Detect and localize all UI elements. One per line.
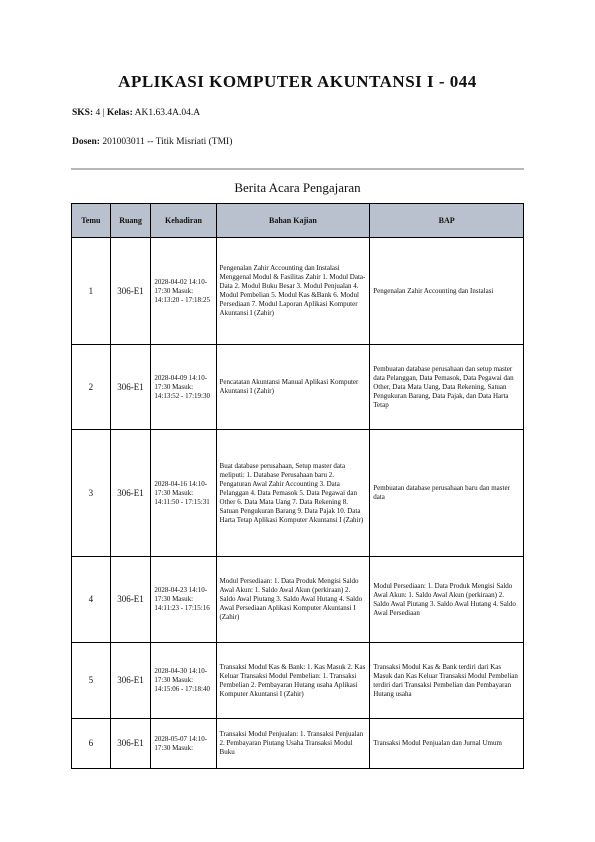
cell-kehadiran: 2028-04-09 14:10-17:30 Masuk: 14:13:52 - 17:19:30 [151, 345, 216, 430]
kelas-label: Kelas: [106, 108, 133, 118]
cell-temu: 3 [72, 430, 111, 557]
table-row [72, 430, 524, 557]
cell-kehadiran: 2028-04-16 14:10-17:30 Masuk: 14:11:50 - 17:15:31 [151, 430, 216, 557]
cell-bap: Pembuatan database perusahaan baru dan master data [370, 430, 524, 557]
cell-kehadiran: 2028-05-07 14:10-17:30 Masuk: [151, 719, 216, 769]
table-row [72, 643, 524, 719]
course-meta [72, 108, 200, 118]
cell-bap: Pengenalan Zahir Accounting dan Instalasi [370, 238, 524, 345]
cell-temu: 6 [72, 719, 111, 769]
table-header-row [72, 204, 524, 238]
kelas-value: AK1.63.4A.04.A [134, 108, 201, 118]
cell-ruang: 306-E1 [110, 238, 151, 345]
cell-kehadiran: 2028-04-02 14:10-17:30 Masuk: 14:13:20 - 17:18:25 [151, 238, 216, 345]
lecturer-meta [72, 137, 232, 147]
bap-table [71, 203, 524, 769]
cell-ruang: 306-E1 [110, 719, 151, 769]
divider [71, 168, 524, 170]
table-row [72, 719, 524, 769]
cell-ruang: 306-E1 [110, 345, 151, 430]
cell-bap: Pembuatan database perusahaan dan setup master data Pelanggan, Data Pemasok, Data Pegawai dan Other, Data Mata Uang, Data Rekening, Satuan Pengukuran Barang, Data Pajak, dan Data Harta Tetap [370, 345, 524, 430]
cell-bahan-kajian: Modul Persediaan: 1. Data Produk Mengisi Saldo Awal Akun: 1. Saldo Awal Akun (perkiraan) 2. Saldo Awal Piutang 3. Saldo Awal Hutang 4. Saldo Awal Persediaan Aplikasi Komputer Akuntansi I (Zahir) [216, 557, 370, 643]
cell-temu: 4 [72, 557, 111, 643]
course-title: APLIKASI KOMPUTER AKUNTANSI I - 044 [118, 72, 477, 91]
cell-bahan-kajian: Transaksi Modul Kas & Bank: 1. Kas Masuk 2. Kas Keluar Transaksi Modul Pembelian: 1. Transaksi Pembelian 2. Pembayaran Hutang usaha Aplikasi Komputer Akuntansi I (Zahir) [216, 643, 370, 719]
header-kehadiran: Kehadiran [151, 204, 216, 238]
table-row [72, 345, 524, 430]
cell-ruang: 306-E1 [110, 430, 151, 557]
table-row [72, 557, 524, 643]
cell-bap: Transaksi Modul Penjualan dan Jurnal Umum [370, 719, 524, 769]
header-temu: Temu [72, 204, 111, 238]
cell-ruang: 306-E1 [110, 643, 151, 719]
header-bap: BAP [370, 204, 524, 238]
cell-bap: Modul Persediaan: 1. Data Produk Mengisi Saldo Awal Akun: 1. Saldo Awal Akun (perkiraan) 2. Saldo Awal Piutang 3. Saldo Awal Hutang 4. Saldo Awal Persediaan [370, 557, 524, 643]
table-row [72, 238, 524, 345]
cell-kehadiran: 2028-04-23 14:10-17:30 Masuk: 14:11:23 - 17:15:16 [151, 557, 216, 643]
cell-bap: Transaksi Modul Kas & Bank terdiri dari Kas Masuk dan Kas Keluar Transaksi Modul Pembelian terdiri dari Transaksi Pembelian dan Pembayaran Hutang usaha [370, 643, 524, 719]
cell-temu: 2 [72, 345, 111, 430]
cell-kehadiran: 2028-04-30 14:10-17:30 Masuk: 14:15:06 - 17:18:40 [151, 643, 216, 719]
cell-bahan-kajian: Transaksi Modul Penjualan: 1. Transaksi Penjualan 2. Pembayaran Piutang Usaha Transaksi Modul Buku [216, 719, 370, 769]
cell-bahan-kajian: Pengenalan Zahir Accounting dan Instalasi Menggenal Modul & Fasilitas Zahir 1. Modul Data-Data 2. Modul Buku Besar 3. Modul Penjualan 4. Modul Pembelian 5. Modul Kas &Bank 6. Modul Persediaan 7. Modul Laporan Aplikasi Komputer Akuntansi I (Zahir) [216, 238, 370, 345]
cell-bahan-kajian: Buat database perusahaan, Setup master data meliputi: 1. Database Perusahaan baru 2. Pengaturan Awal Zahir Accounting 3. Data Pelanggan 4. Data Pemasok 5. Data Pegawai dan Other 6. Data Mata Uang 7. Data Rekening 8. Satuan Pengukuran Barang 9. Data Pajak 10. Data Harta Tetap Aplikasi Komputer Akuntansi I (Zahir) [216, 430, 370, 557]
sks-value: 4 [95, 108, 101, 118]
separator: | [102, 108, 105, 118]
dosen-label: Dosen: [72, 137, 100, 147]
header-bahan-kajian: Bahan Kajian [216, 204, 370, 238]
cell-temu: 1 [72, 238, 111, 345]
cell-bahan-kajian: Pencatatan Akuntansi Manual Aplikasi Komputer Akuntansi I (Zahir) [216, 345, 370, 430]
dosen-value: 201003011 -- Titik Misriati (TMI) [102, 137, 233, 147]
header-ruang: Ruang [110, 204, 151, 238]
section-title: Berita Acara Pengajaran [234, 180, 361, 195]
sks-label: SKS: [72, 108, 94, 118]
cell-ruang: 306-E1 [110, 557, 151, 643]
cell-temu: 5 [72, 643, 111, 719]
